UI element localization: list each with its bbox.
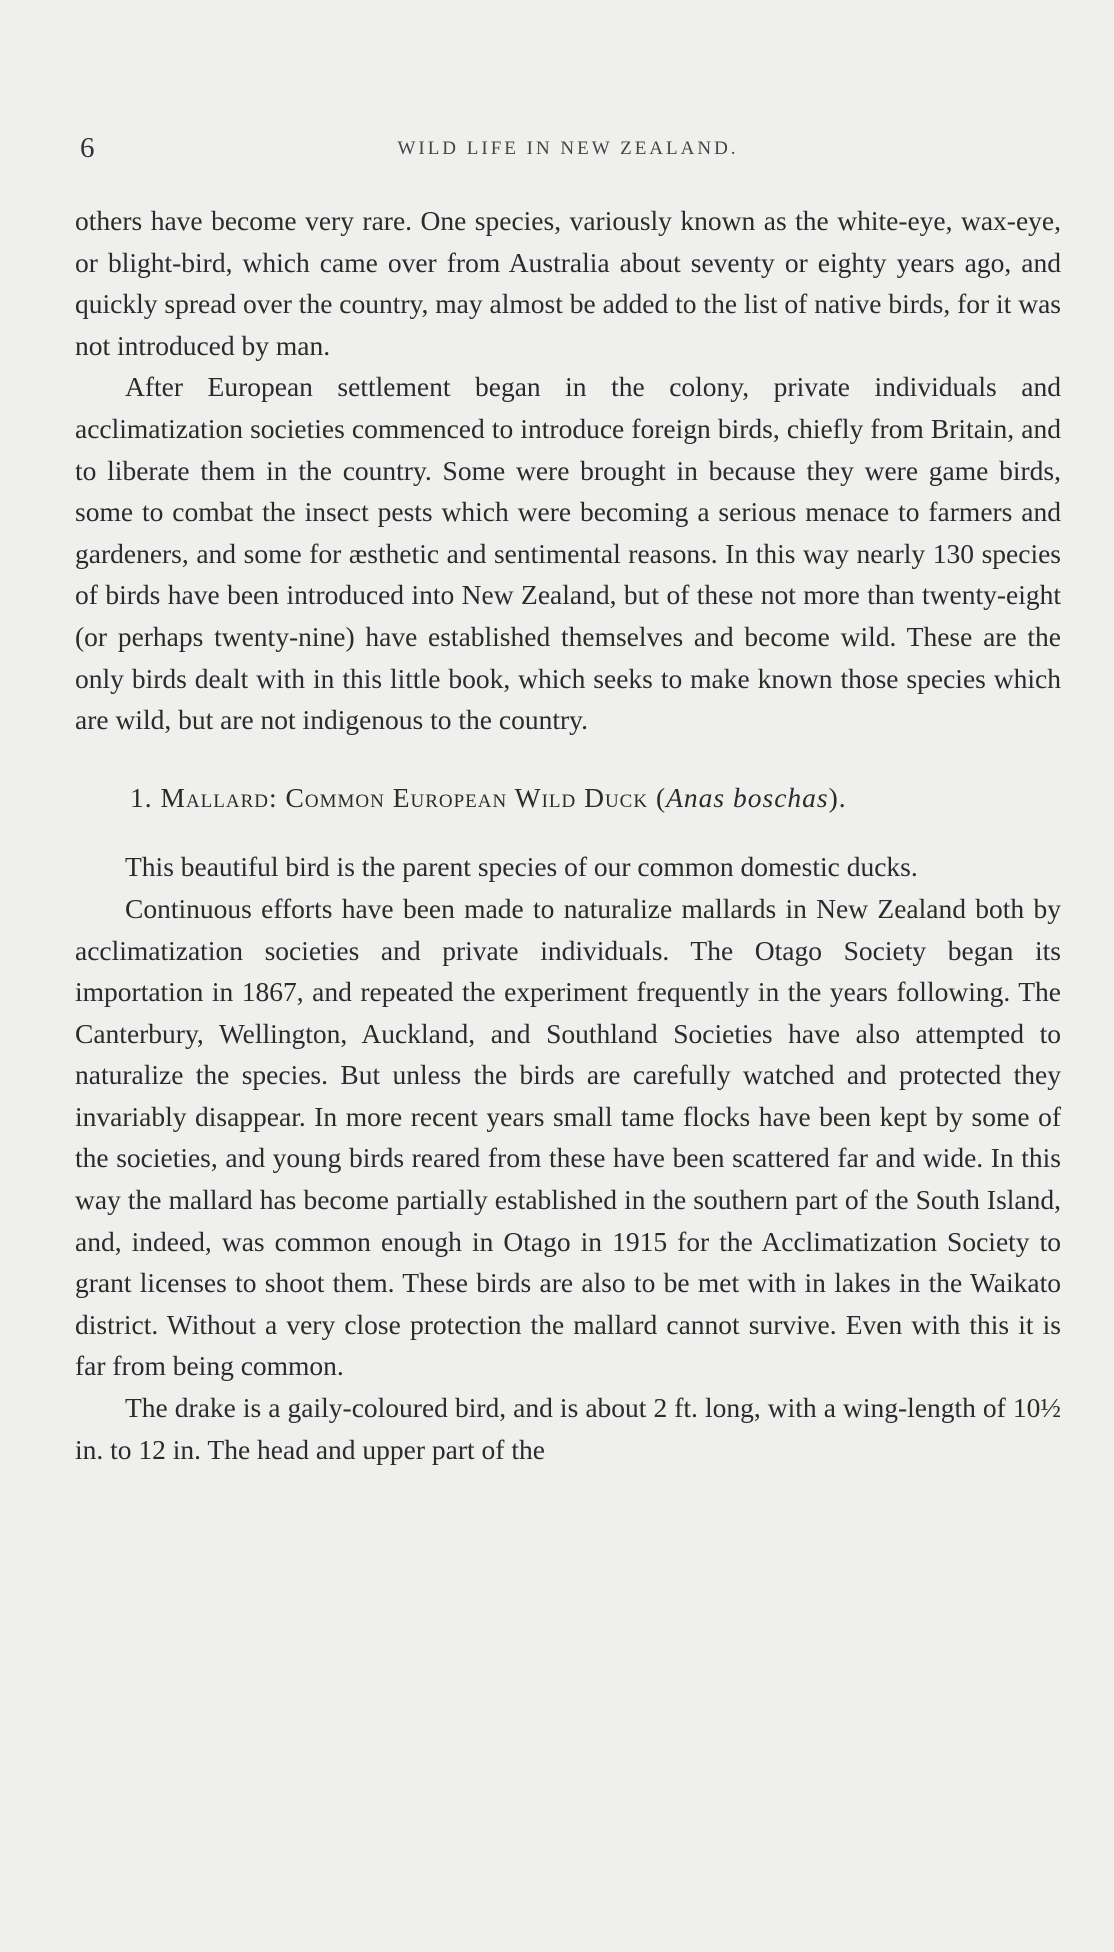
page-header bbox=[72, 132, 1064, 172]
paragraph-naturalization: Continuous efforts have been made to naturalize mallards in New Zealand both by acclimatization societies and private individuals. The Otago Society began its importation in 1867, and repeated the experiment frequently in the years following. The Canterbury, Wellington, Auckland, and Southland Societies have also attempted to naturalize the species. But unless the birds are carefully watched and protected they invariably disappear. In more recent years small tame flocks have been kept by some of the societies, and young birds reared from these have been scattered far and wide. In this way the mallard has become partially established in the southern part of the South Island, and, indeed, was common enough in Otago in 1915 for the Acclimatization Society to grant licenses to shoot them. These birds are also to be met with in lakes in the Waikato district. Without a very close protection the mallard cannot survive. Even with this it is far from being common. bbox=[75, 892, 1061, 1382]
paragraph-introduction: After European settlement began in the colony, private individuals and acclimatization societies commenced to introduce foreign birds, chiefly from Britain, and to liberate them in the country. Some were brought in because they were game birds, some to combat the insect pests which were becoming a serious menace to farmers and gardeners, and some for æsthetic and sentimental reasons. In this way nearly 130 species of birds have been introduced into New Zealand, but of these not more than twenty-eight (or perhaps twenty-nine) have established themselves and become wild. These are the only birds dealt with in this little book, which seeks to make known those species which are wild, but are not indigenous to the country. bbox=[75, 371, 1061, 736]
section-number: 1. bbox=[130, 781, 153, 813]
paragraph-description: The drake is a gaily-coloured bird, and is about 2 ft. long, with a wing-length of 10½ in. to 12 in. The head and upper part of the bbox=[75, 1392, 1061, 1465]
body-text bbox=[75, 200, 1061, 1470]
section-common-name: Common European Wild Duck bbox=[285, 781, 649, 813]
running-head: WILD LIFE IN NEW ZEALAND. bbox=[397, 138, 739, 159]
paragraph-parent-species: This beautiful bird is the parent species of our common domestic ducks. bbox=[125, 851, 918, 883]
page-number: 6 bbox=[80, 132, 95, 164]
section-scientific-name: Anas boschas bbox=[666, 781, 829, 813]
paragraph-continuation: others have become very rare. One species, variously known as the white-eye, wax-eye, or blight-bird, which came over from Australia about seventy or eighty years ago, and quickly spread over the country, may almost be added to the list of native birds, for it was not introduced by man. bbox=[75, 205, 1061, 361]
section-heading: 1. Mallard: Common European Wild Duck (Anas boschas). bbox=[130, 781, 847, 813]
section-bird-name: Mallard bbox=[160, 781, 270, 813]
